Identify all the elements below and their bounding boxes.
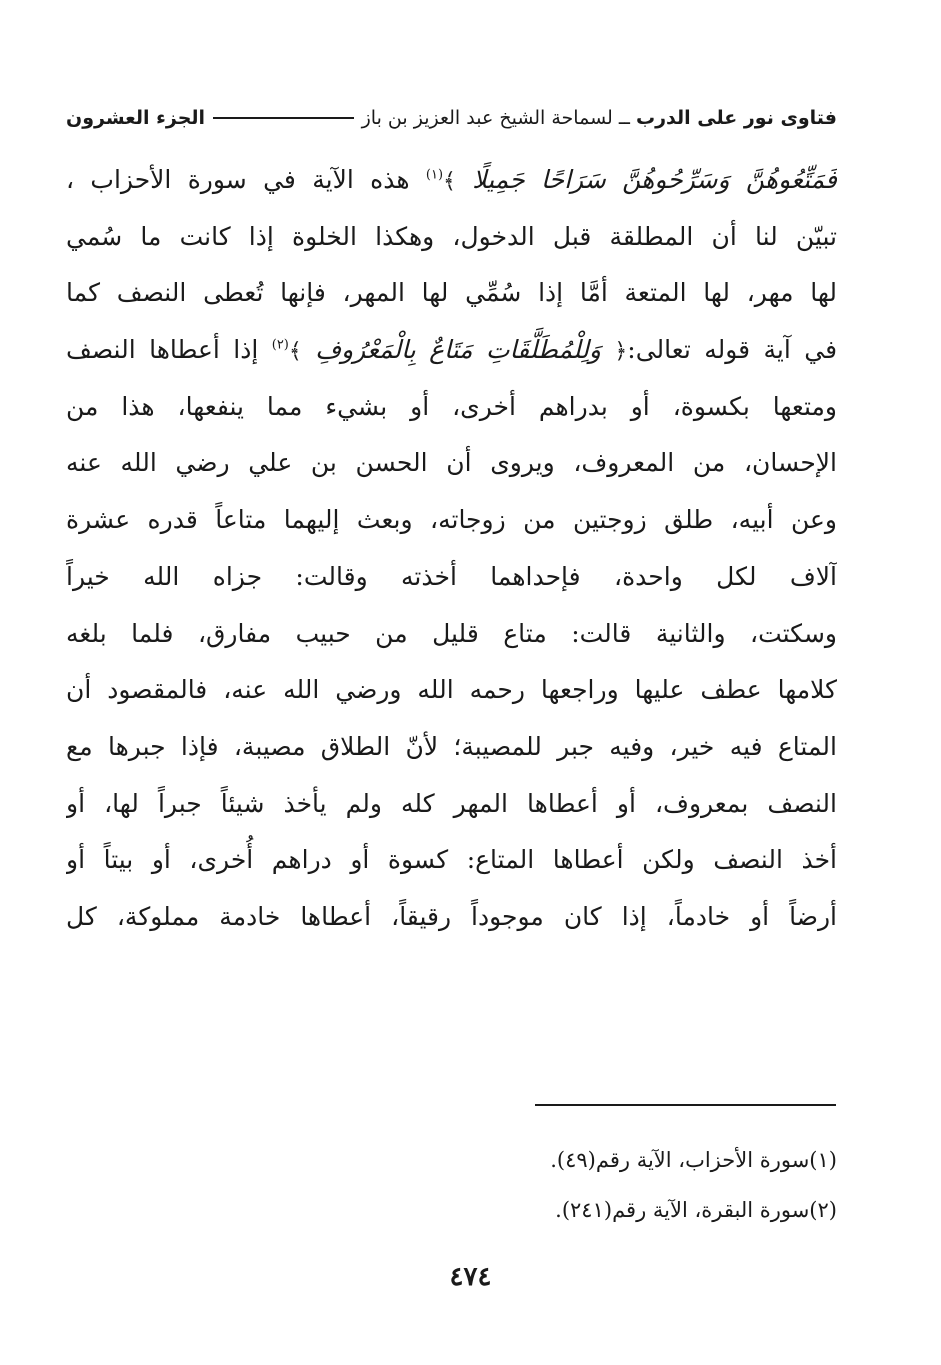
quran-verse: فَمَتِّعُوهُنَّ وَسَرِّحُوهُنَّ سَرَاحًا جَمِيلًا: [472, 165, 837, 194]
text-line: آلاف لكل واحدة، فإحداهما أخذته وقالت: جزاه الله خيراً: [66, 561, 837, 591]
text-line: النصف بمعروف، أو أعطاها المهر كله ولم يأخذ شيئاً جبراً لها، أو: [66, 788, 837, 818]
footnote-item: (١)سورة الأحزاب، الآية رقم(٤٩).: [550, 1148, 837, 1172]
text-line: أرضاً أو خادماً، إذا كان موجوداً رقيقاً، أعطاها خادمة مملوكة، كل: [66, 901, 837, 931]
text-segment: هذه الآية في سورة الأحزاب ،: [66, 165, 410, 194]
text-line: ومتعها بكسوة، أو بدراهم أخرى، أو بشيء مما ينفعها، هذا من: [66, 391, 837, 421]
text-line: المتاع فيه خير، وفيه جبر للمصيبة؛ لأنّ الطلاق مصيبة، فإذا جبرها مع: [66, 731, 837, 761]
text-line: الإحسان، من المعروف، ويروى أن الحسن بن علي رضي الله عنه: [66, 448, 837, 478]
footnotes: [66, 1140, 837, 1240]
footnote-separator: [535, 1104, 836, 1106]
text-line: وسكتت، والثانية قالت: متاع قليل من حبيب مفارق، فلما بلغه: [66, 618, 837, 648]
text-line: تبيّن لنا أن المطلقة قبل الدخول، وهكذا الخلوة إذا كانت ما سُمي: [66, 221, 837, 251]
text-line: لها مهر، لها المتعة أمَّا إذا سُمِّي لها المهر، فإنها تُعطى النصف كما: [66, 278, 837, 308]
verse-open-bracket: ﴿: [614, 339, 628, 365]
text-line: وعن أبيه، طلق زوجتين من زوجاته، وبعث إليهما متاعاً قدره عشرة: [66, 505, 837, 535]
text-segment: إذا أعطاها النصف: [66, 335, 259, 365]
book-title: فتاوى نور على الدرب: [636, 107, 837, 129]
running-header: [66, 100, 837, 136]
footnote-ref[interactable]: (٢): [271, 337, 289, 353]
footnote-ref[interactable]: (١): [425, 167, 444, 183]
text-line: كلامها عطف عليها وراجعها رحمه الله ورضي الله عنه، فالمقصود أن: [66, 675, 837, 705]
header-rule: [213, 117, 354, 119]
quran-verse: وَلِلْمُطَلَّقَاتِ مَتَاعٌ بِالْمَعْرُوفِ: [315, 335, 601, 365]
text-segment: في آية قوله تعالى:: [627, 335, 837, 365]
text-line: [66, 152, 837, 209]
page-number: ٤٧٤: [449, 1262, 492, 1292]
text-line: [66, 322, 837, 379]
verse-close-bracket: ﴾: [288, 339, 302, 365]
footnote-item: (٢)سورة البقرة، الآية رقم(٢٤١).: [555, 1198, 837, 1222]
main-text: [66, 152, 837, 946]
author-name: ــ لسماحة الشيخ عبد العزيز بن باز: [361, 107, 630, 129]
volume-label: الجزء العشرون: [66, 107, 206, 129]
text-line: أخذ النصف ولكن أعطاها المتاع: كسوة أو دراهم أُخرى، أو بيتاً أو: [66, 845, 837, 875]
verse-close-bracket: ﴾: [443, 169, 456, 194]
